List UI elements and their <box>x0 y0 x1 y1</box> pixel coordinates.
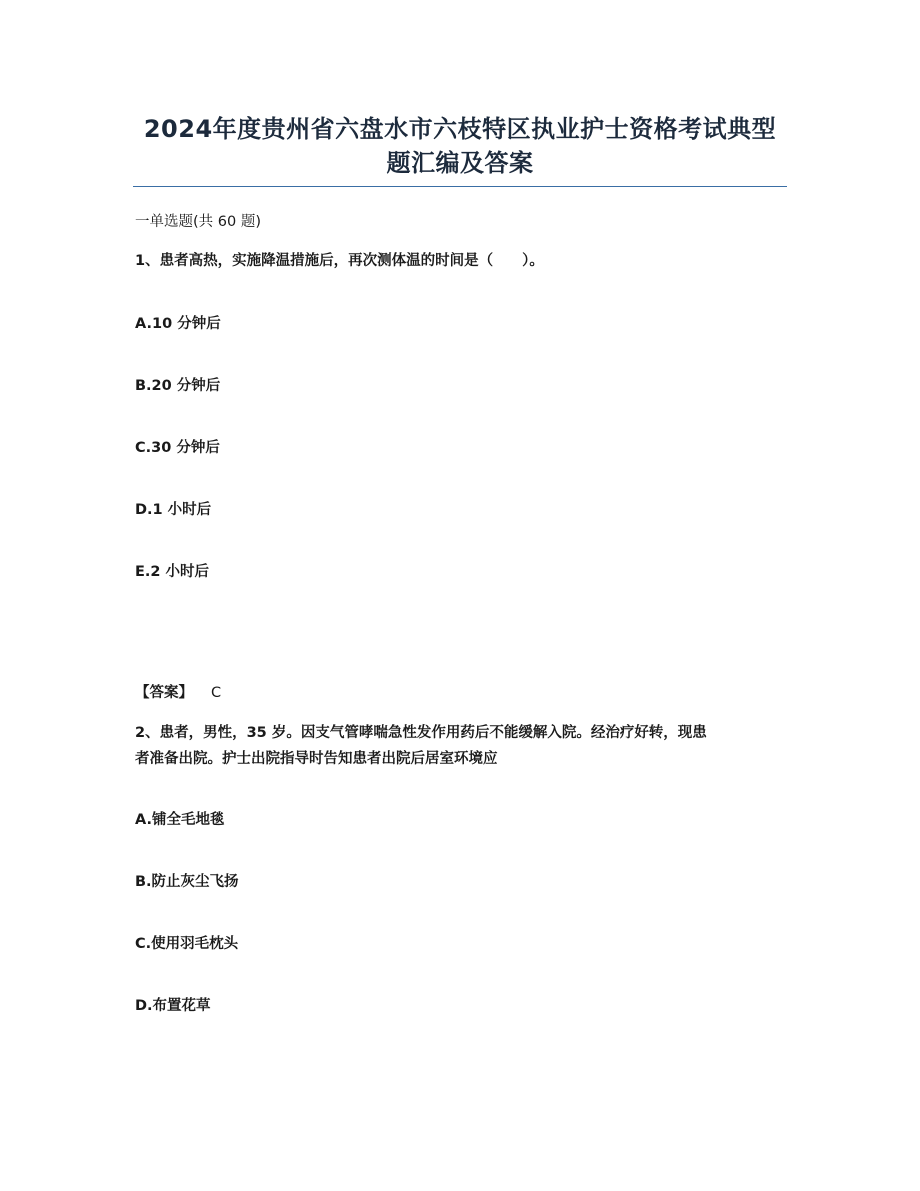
question-2-option-d: D.布置花草 <box>135 998 211 1014</box>
question-1-answer <box>135 680 221 706</box>
question-2-stem-line-1: 2、患者，男性，35 岁。因支气管哮喘急性发作用药后不能缓解入院。经治疗好转，现患 <box>135 725 707 741</box>
answer-value: C <box>211 685 222 701</box>
question-2-option-a: A.铺全毛地毯 <box>135 812 225 828</box>
question-2-option-b: B.防止灰尘飞扬 <box>135 874 239 890</box>
title-line-2: 题汇编及答案 <box>386 149 534 177</box>
question-1-option-a: A.10 分钟后 <box>135 316 221 332</box>
question-1-option-b: B.20 分钟后 <box>135 378 221 394</box>
title-line-1: 2024年度贵州省六盘水市六枝特区执业护士资格考试典型 <box>143 115 777 143</box>
title-divider <box>133 186 787 187</box>
question-1-option-d: D.1 小时后 <box>135 502 212 518</box>
answer-label: 【答案】 <box>135 685 193 701</box>
question-1-stem: 1、患者高热，实施降温措施后，再次测体温的时间是（ ）。 <box>135 253 544 269</box>
document-title <box>133 112 787 180</box>
question-2-stem-line-2: 者准备出院。护士出院指导时告知患者出院后居室环境应 <box>135 751 498 767</box>
section-label: 一单选题(共 60 题) <box>135 214 261 230</box>
question-1-option-e: E.2 小时后 <box>135 564 210 580</box>
question-1-option-c: C.30 分钟后 <box>135 440 220 456</box>
question-2-option-c: C.使用羽毛枕头 <box>135 936 239 952</box>
